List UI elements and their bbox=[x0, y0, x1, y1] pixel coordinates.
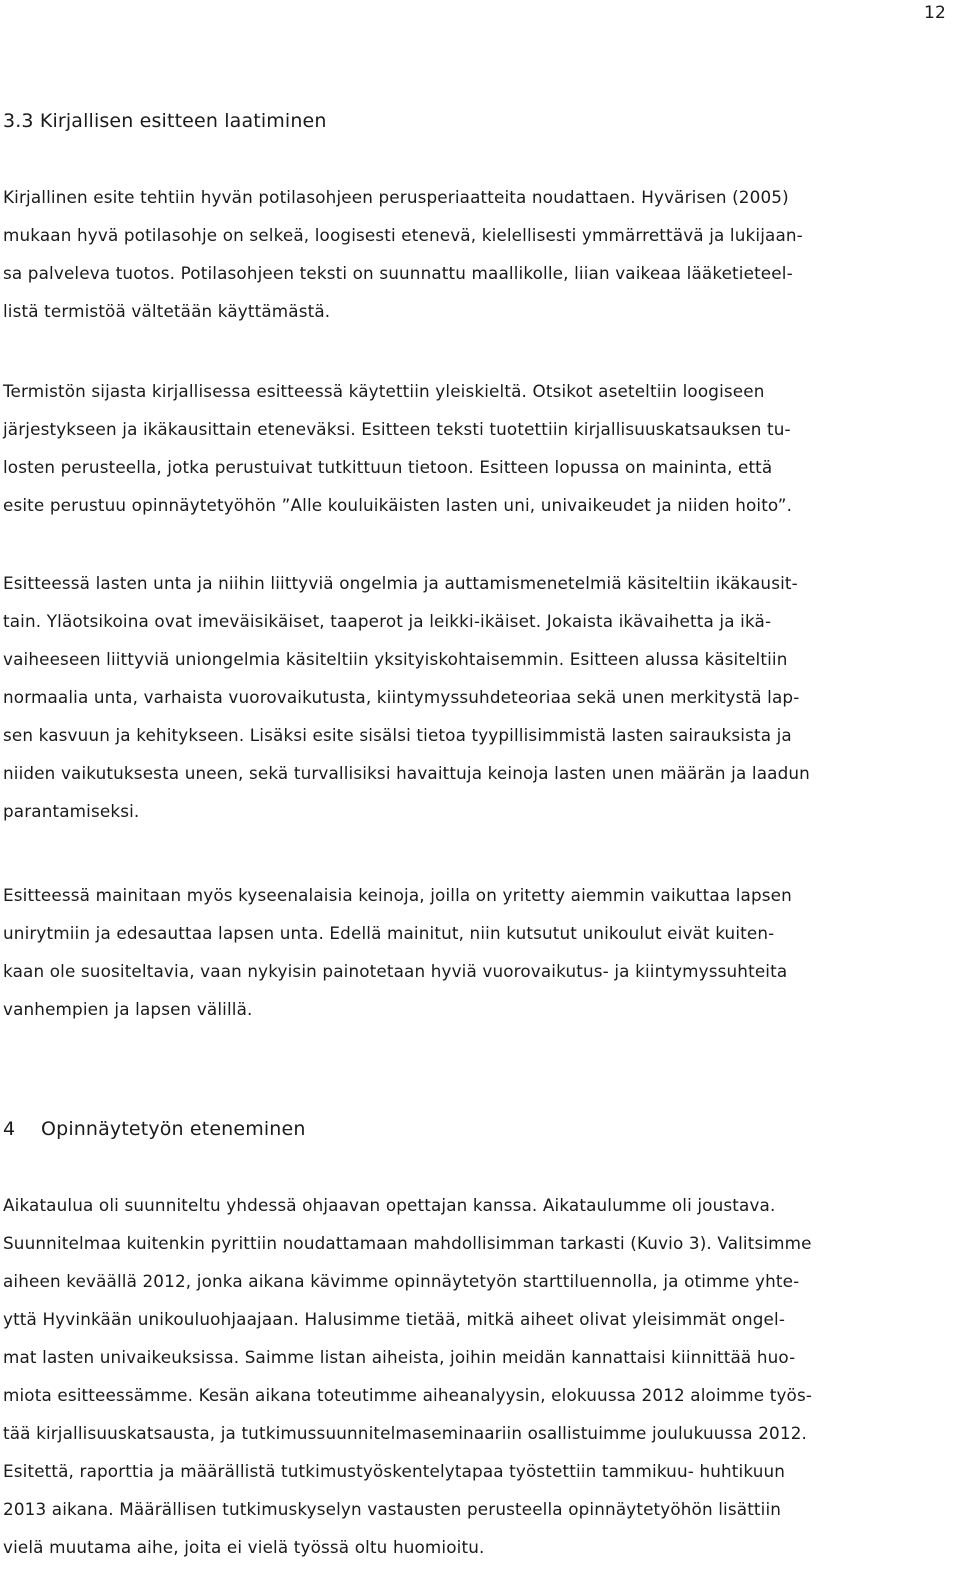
text-line: Suunnitelmaa kuitenkin pyrittiin noudattamaan mahdollisimman tarkasti (Kuvio 3). Valitsimme bbox=[3, 1233, 812, 1253]
section-number: 3.3 bbox=[3, 110, 34, 132]
text-line: Esitettä, raporttia ja määrällistä tutkimustyöskentelytapaa työstettiin tammikuu- huhtikuun bbox=[3, 1461, 786, 1481]
paragraph-termisto bbox=[3, 372, 792, 524]
paragraph-kyseenalaiset-keinot bbox=[3, 876, 792, 1028]
text-line: esite perustuu opinnäytetyöhön ”Alle kouluikäisten lasten uni, univaikeudet ja niiden hoito”. bbox=[3, 495, 793, 515]
text-line: Termistön sijasta kirjallisessa esitteessä käytettiin yleiskieltä. Otsikot aseteltiin loogiseen bbox=[3, 381, 765, 401]
paragraph-aikataulu bbox=[3, 1186, 812, 1566]
text-line: vanhempien ja lapsen välillä. bbox=[3, 999, 253, 1019]
text-line: parantamiseksi. bbox=[3, 801, 140, 821]
text-line: normaalia unta, varhaista vuorovaikutusta, kiintymyssuhdeteoriaa sekä unen merkitystä lap- bbox=[3, 687, 800, 707]
text-line: Esitteessä lasten unta ja niihin liittyviä ongelmia ja auttamismenetelmiä käsiteltiin ikäkausit- bbox=[3, 573, 798, 593]
text-line: niiden vaikutuksesta uneen, sekä turvallisiksi havaittuja keinoja lasten unen määrän ja laadun bbox=[3, 763, 810, 783]
text-line: yttä Hyvinkään unikouluohjaajaan. Halusimme tietää, mitkä aiheet olivat yleisimmät ongel- bbox=[3, 1309, 786, 1329]
paragraph-esite-perusperiaatteet bbox=[3, 178, 803, 330]
text-line: vielä muutama aihe, joita ei vielä työssä oltu huomioitu. bbox=[3, 1537, 485, 1557]
text-line: Kirjallinen esite tehtiin hyvän potilasohjeen perusperiaatteita noudattaen. Hyvärisen (2005) bbox=[3, 187, 789, 207]
text-line: mukaan hyvä potilasohje on selkeä, loogisesti etenevä, kielellisesti ymmärrettävä ja lukijaan- bbox=[3, 225, 803, 245]
section-heading-4 bbox=[3, 1116, 306, 1142]
text-line: järjestykseen ja ikäkausittain eteneväksi. Esitteen teksti tuotettiin kirjallisuuskatsauksen tu- bbox=[3, 419, 791, 439]
text-line: tää kirjallisuuskatsausta, ja tutkimussuunnitelmaseminaariin osallistuimme joulukuussa 2012. bbox=[3, 1423, 808, 1443]
text-line: mat lasten univaikeuksissa. Saimme listan aiheista, joihin meidän kannattaisi kiinnittää huo- bbox=[3, 1347, 796, 1367]
text-line: aiheen keväällä 2012, jonka aikana kävimme opinnäytetyön starttiluennolla, ja otimme yhte- bbox=[3, 1271, 800, 1291]
text-line: 2013 aikana. Määrällisen tutkimuskyselyn vastausten perusteella opinnäytetyöhön lisättiin bbox=[3, 1499, 782, 1519]
text-line: kaan ole suositeltavia, vaan nykyisin painotetaan hyviä vuorovaikutus- ja kiintymyssuhteita bbox=[3, 961, 788, 981]
paragraph-ikakaudet bbox=[3, 564, 810, 830]
text-line: tain. Yläotsikoina ovat imeväisikäiset, taaperot ja leikki-ikäiset. Jokaista ikävaihetta ja ikä- bbox=[3, 611, 772, 631]
section-title: Opinnäytetyön eteneminen bbox=[41, 1118, 306, 1140]
text-line: sen kasvuun ja kehitykseen. Lisäksi esite sisälsi tietoa tyypillisimmistä lasten sairauksista ja bbox=[3, 725, 792, 745]
page-number: 12 bbox=[923, 3, 946, 23]
text-line: losten perusteella, jotka perustuivat tutkittuun tietoon. Esitteen lopussa on maininta, että bbox=[3, 457, 773, 477]
text-line: sa palveleva tuotos. Potilasohjeen teksti on suunnattu maallikolle, liian vaikeaa lääketieteel- bbox=[3, 263, 793, 283]
text-line: vaiheeseen liittyviä uniongelmia käsiteltiin yksityiskohtaisemmin. Esitteen alussa käsiteltiin bbox=[3, 649, 788, 669]
section-heading-3-3 bbox=[3, 108, 327, 134]
text-line: Aikataulua oli suunniteltu yhdessä ohjaavan opettajan kanssa. Aikataulumme oli joustava. bbox=[3, 1195, 776, 1215]
text-line: unirytmiin ja edesauttaa lapsen unta. Edellä mainitut, niin kutsutut unikoulut eivät kuiten- bbox=[3, 923, 775, 943]
section-number: 4 bbox=[3, 1118, 16, 1140]
text-line: listä termistöä vältetään käyttämästä. bbox=[3, 301, 331, 321]
text-line: miota esitteessämme. Kesän aikana toteutimme aiheanalyysin, elokuussa 2012 aloimme työs- bbox=[3, 1385, 813, 1405]
text-line: Esitteessä mainitaan myös kyseenalaisia keinoja, joilla on yritetty aiemmin vaikuttaa lapsen bbox=[3, 885, 792, 905]
section-title: Kirjallisen esitteen laatiminen bbox=[39, 110, 327, 132]
